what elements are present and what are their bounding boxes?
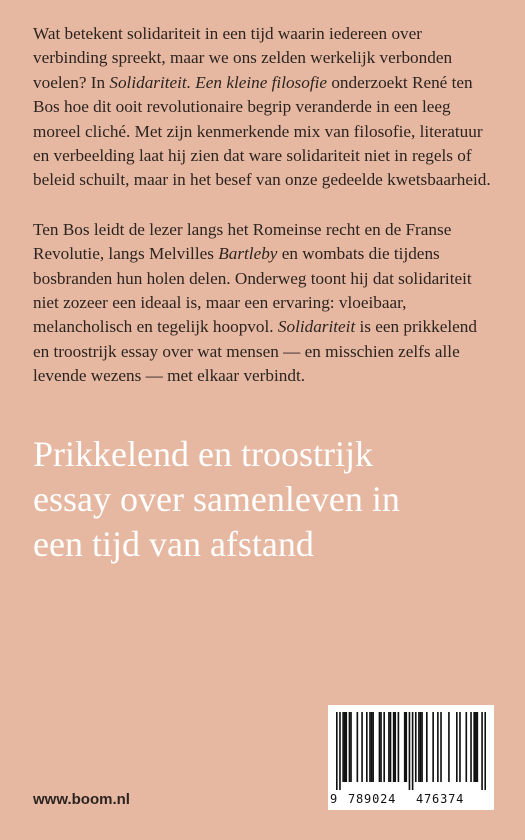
barcode-bar	[415, 712, 417, 782]
barcode-bar	[357, 712, 359, 782]
barcode-guard-bar	[336, 712, 338, 790]
tagline	[33, 432, 513, 567]
barcode-bar	[456, 712, 458, 782]
barcode-bar	[404, 712, 406, 782]
barcode-bar	[361, 712, 363, 782]
barcode-bar	[420, 712, 422, 782]
barcode-bar	[394, 712, 396, 782]
barcode-bar	[459, 712, 461, 782]
barcode-group-2: 476374	[416, 792, 465, 806]
publisher-website: www.boom.nl	[33, 791, 130, 808]
blurb-text: onderzoekt René ten Bos hoe dit ooit revolutionaire begrip veranderde in een leeg moreel cliché. Met zijn kenmerkende mix van filosofie, literatuur en verbeelding laat hij zien dat ware solidariteit niet in regels of beleid schuilt, maar in het besef van onze gedeelde kwetsbaarheid.	[33, 72, 491, 190]
barcode-bar	[366, 712, 368, 782]
barcode-bar	[440, 712, 442, 782]
tagline-line-1: Prikkelend en troostrijk	[33, 434, 373, 474]
barcode-lead-digit: 9	[330, 792, 339, 806]
barcode-bar	[477, 712, 479, 782]
barcode-bar	[380, 712, 382, 782]
barcode-bar	[344, 712, 346, 782]
barcode-guard-bar	[484, 712, 486, 790]
tagline-line-2: essay over samenleven in	[33, 479, 400, 519]
blurb-paragraph-2	[33, 218, 495, 389]
barcode-bar	[465, 712, 467, 782]
blurb-text: Ten Bos leidt de lezer langs het Romeinse recht en de Franse Revolutie, langs Melvilles	[33, 219, 452, 264]
blurb-text: is een prikkelend en troostrijk essay over wat mensen — en misschien zelfs alle levende wezens — met elkaar verbindt.	[33, 317, 477, 386]
barcode-guard-bar	[412, 712, 414, 790]
barcode-bar	[345, 712, 347, 782]
blurb-text: Wat betekent solidariteit in een tijd waarin iedereen over verbinding spreekt, maar we ons zelden werkelijk verbonden voelen? In	[33, 24, 453, 92]
barcode-guard-bar	[339, 712, 341, 790]
barcode-guard-bar	[409, 712, 411, 790]
barcode-bar	[372, 712, 374, 782]
barcode-bars	[336, 712, 486, 790]
barcode-bar	[418, 712, 420, 782]
barcode-bar	[349, 712, 351, 782]
blurb-paragraph-1	[33, 22, 495, 193]
barcode-bar	[383, 712, 385, 782]
barcode-bar	[350, 712, 352, 782]
barcode-bar	[426, 712, 428, 782]
barcode-bar	[421, 712, 423, 782]
barcode-bar	[393, 712, 395, 782]
barcode-bar	[432, 712, 434, 782]
barcode-bar	[437, 712, 439, 782]
barcode-bar	[398, 712, 400, 782]
barcode-bar	[405, 712, 407, 782]
barcode-bar	[379, 712, 381, 782]
barcode-bar	[473, 712, 475, 782]
book-title-italic: Solidariteit	[277, 317, 356, 337]
barcode-bar	[390, 712, 392, 782]
back-cover-blurb	[33, 22, 495, 389]
barcode-guard-bar	[481, 712, 483, 790]
barcode-bar	[369, 712, 371, 782]
isbn-barcode	[328, 705, 494, 810]
tagline-line-3: een tijd van afstand	[33, 524, 314, 564]
bartleby-title-italic: Bartleby	[218, 244, 278, 264]
barcode-bar	[371, 712, 373, 782]
barcode-group-1: 789024	[348, 792, 397, 806]
barcode-bar	[448, 712, 450, 782]
blurb-text: en wombats die tijdens bosbranden hun holen delen. Onderweg toont hij dat solidariteit niet zozeer een ideaal is, maar een ervaring: vloeibaar, melancholisch en tegelijk hoopvol.	[33, 244, 472, 337]
book-title-italic: Solidariteit. Een kleine filosofie	[109, 72, 328, 92]
barcode-bar	[342, 712, 344, 782]
barcode-bar	[388, 712, 390, 782]
barcode-bar	[475, 712, 477, 782]
barcode-bar	[470, 712, 472, 782]
